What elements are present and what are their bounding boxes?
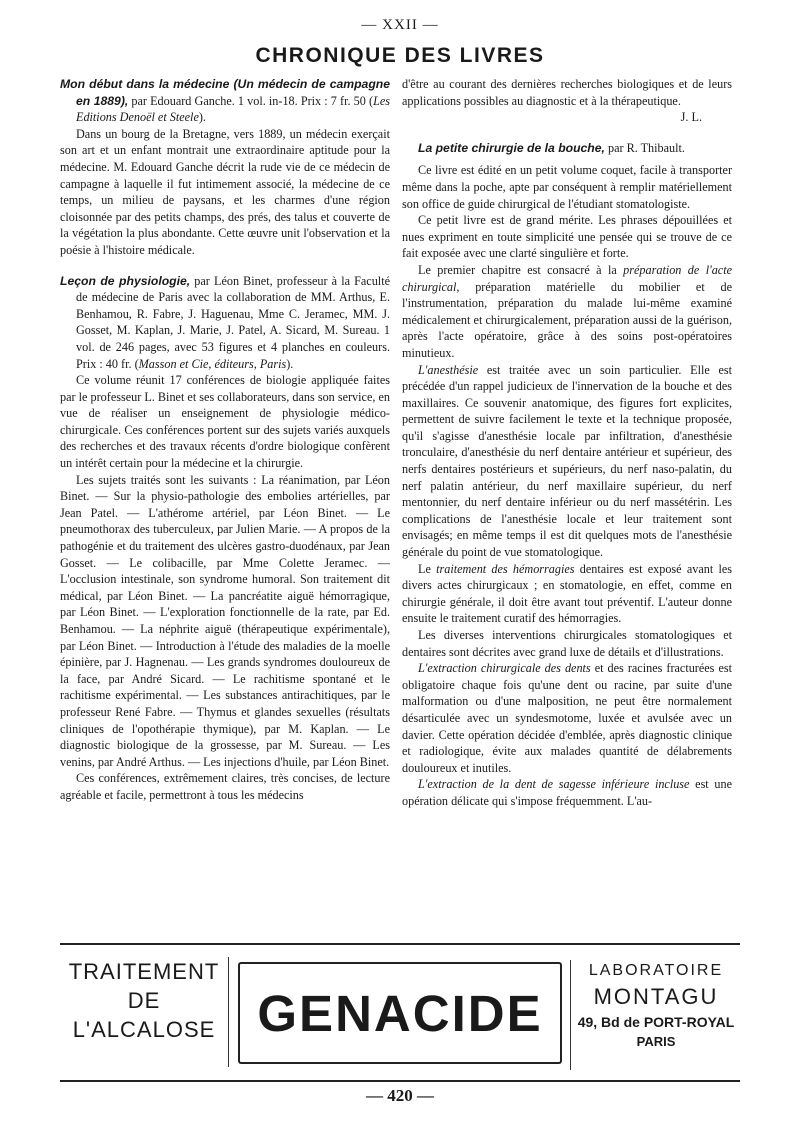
review-paragraph: Ce petit livre est de grand mérite. Les phrases dépouillées et nues expriment en toute simplicité une pensée qui se trouve de ce fait exposée avec une clarté singulière et forte. [402,213,732,261]
review-heading-2 [60,273,390,373]
italic-run: traitement des hémorragies [436,561,575,576]
text-run: est une opération délicate qui s'impose fréquemment. L'au- [402,777,732,808]
review-paragraph [402,76,732,126]
right-column [402,76,732,810]
page-roman-number: — XXII — [361,17,439,33]
left-column [60,76,390,804]
book-credit-3: par R. Thibault. [604,140,685,155]
review-paragraph: Ces conférences, extrêmement claires, très concises, de lecture agréable et facile, permettront à tous les médecins [60,771,390,802]
review-paragraph: Les diverses interventions chirurgicales stomatologiques et dentaires sont décrites avec grand luxe de détails et d'illustrations. [402,628,732,659]
text-run: dentaires est exposé avant les divers actes chirurgicaux ; en stomatologie, en effet, comme en chirurgie générale, il doit être avant tout préventif. L'auteur donne ensuite le traitement curatif des hémorragies. [402,561,732,626]
continued-text: d'être au courant des dernières recherches biologiques et de leurs applications possibles au diagnostic et à la thérapeutique. [402,77,732,108]
italic-run: L'extraction de la dent de sagesse inférieure incluse [418,777,690,792]
review-paragraph [402,561,732,627]
book-title-2: Leçon de physiologie, [60,273,191,288]
ad-indication-line: L'ALCALOSE [72,1017,216,1042]
credit-end-1: ). [198,110,206,125]
italic-run: L'extraction chirurgicale des dents [418,661,591,676]
italic-run: L'anesthésie [418,362,479,377]
publisher-2: Masson et Cie, éditeurs, Paris [138,356,287,371]
review-paragraph [402,776,732,809]
publisher-1: Les Editions Denoël et Steele [76,93,390,125]
ad-indication-line: TRAITEMENT [68,959,220,984]
review-heading-3 [402,140,732,157]
ad-address: 49, Bd de PORT-ROYAL [577,1014,735,1030]
text-run: Le [418,561,437,576]
ad-indication [60,957,229,1067]
review-paragraph: Ce volume réunit 17 conférences de biologie appliquée faites par le professeur L. Binet et ses collaborateurs, dans son service, en vue de réaliser un enseignement de physiologie médico-chirurgicale. Ces conférences portent sur des sujets variés auxquels des recherches et des travaux récents d'ordre biologique confèrent un intérêt certain pour la médecine et la chirurgie. [60,373,390,471]
text-run: , préparation matérielle du mobilier et de l'instrumentation, préparation du malade lui-même examiné médicalement et chirurgicalement, préparation aussi de la guérison, après l'acte opératoire, grâce à des soins post-opératoires minutieux. [402,279,732,360]
ad-brand-name: GENACIDE [238,962,562,1064]
text-run: et des racines fracturées est obligatoire chaque fois qu'une dent ou racine, par suite d'une malformation ou d'une malposition, ne peut être normalement désarticulée avec un syndesmotome, luxée et avulsée avec un davier. Cette opération décidée d'emblée, après diagnostic clinique et radiologique, évite aux malades quantité de délabrements douloureux et inutiles. [402,661,732,775]
review-paragraph [402,262,732,362]
section-title: CHRONIQUE DES LIVRES [255,44,545,67]
ad-indication-line: DE [127,988,161,1013]
review-paragraph: Dans un bourg de la Bretagne, vers 1889, un médecin exerçait son art et un enfant montrait une extraordinaire aptitude pour la médecine. M. Edouard Ganche décrit la rude vie de ce médecin de campagne à laquelle il fut intimement associé, la médecine de ce temps, un milieu de paysans, et les charmes d'une région cloisonnée par des petits champs, des prés, des talus et couverte de la végétation la plus abondante. Cette œuvre unit l'observation et la poésie à l'histoire médicale. [60,126,390,257]
reviewer-signature: J. L. [680,110,702,125]
genacide-advertisement [60,943,740,1082]
review-paragraph [402,362,732,561]
ad-laboratory [570,960,741,1070]
book-credit-1: par Edouard Ganche. 1 vol. in-18. Prix : 7 fr. 50 ( [128,93,374,108]
ad-laboratory-label: LABORATOIRE [588,962,724,979]
ad-city: PARIS [636,1034,676,1049]
review-paragraph [402,660,732,776]
italic-run: préparation de l'acte chirurgical [402,262,732,294]
ad-laboratory-name: MONTAGU [593,984,719,1009]
page-number: — 420 — [366,1086,434,1105]
review-paragraph: Les sujets traités sont les suivants : La réanimation, par Léon Binet. — Sur la physio-pathologie des embolies artérielles, par Jean Patel. — L'athérome artériel, par Léon Binet. — Le pneumothorax des tuberculeux, par Julien Marie. — A propos de la pathogénie et du traitement des ulcères gastro-duodénaux, par Jean Gosset. — Le colibacille, par Mme Colette Jeramec. — L'occlusion intestinale, son syndrome humoral. Son traitement dit médical, par Léon Binet. — La pancréatite aiguë hémorragique, par Léon Binet. — L'exploration fonctionnelle de la rate, par Ed. Benhamou. — La néphrite aiguë (thérapeutique expérimentale), par Léon Binet. — Introduction à l'étude des maladies de la moelle épinière, par J. Hagnenau. — Les grands syndromes douloureux de la face, par André Sicard. — Le rachitisme spontané et le rachitisme expérimental. — Les substances antirachitiques, par le professeur René Fabre. — Thymus et glandes sexuelles (résultats cliniques de l'opothérapie thymique), par M. Kaplan. — Le diagnostic biologique de la grossesse, par M. Sureau. — Les venins, par André Arthus. — Les injections d'huile, par Léon Binet. [60,472,390,769]
review-heading-1 [60,76,390,126]
book-title-1: Mon début dans la médecine (Un médecin de campagne en 1889), [60,77,390,108]
text-run: est traitée avec un soin particulier. Elle est précédée d'un rappel judicieux de l'innervation de la bouche et des maxillaires. Ce souvenir anatomique, des figures fort explicites, permettent de suivre facilement le texte et la technique proposée, qu'il s'agisse d'anesthésie locale par infiltration, d'anesthésie tronculaire, d'anesthésie du nerf dentaire antérieur et supérieur, des nerfs dentaires postérieurs et supérieurs, du nerf naso-palatin, du nerf palatin antérieur, du nerf maxillaire supérieur, du nerf mentonnier, du nerf dentaire inférieur ou du nerf massétérin. Les complications de l'anesthésie locale et leur traitement sont envisagés; en même temps il est dit quelques mots de l'anesthésie générale du point de vue stomatologique. [402,362,732,560]
credit-end-2: ). [286,356,294,371]
review-paragraph: Ce livre est édité en un petit volume coquet, facile à transporter même dans la poche, apte par conséquent à remplir matériellement son office de guide chirurgical de l'étudiant stomatologiste. [402,163,732,211]
book-title-3: La petite chirurgie de la bouche, [418,140,605,155]
book-credit-2: par Léon Binet, professeur à la Faculté de médecine de Paris avec la collaboration de MM. Arthus, E. Benhamou, R. Fabre, J. Haguenau, Mme C. Jeramec, MM. J. Gosset, M. Kaplan, J. Marie, J. Patel, A. Sicard, M. Sureau. 1 vol. de 246 pages, avec 53 figures et 4 planches en couleurs. Prix : 40 fr. ( [76,273,390,371]
text-run: Le premier chapitre est consacré à la [418,262,624,277]
